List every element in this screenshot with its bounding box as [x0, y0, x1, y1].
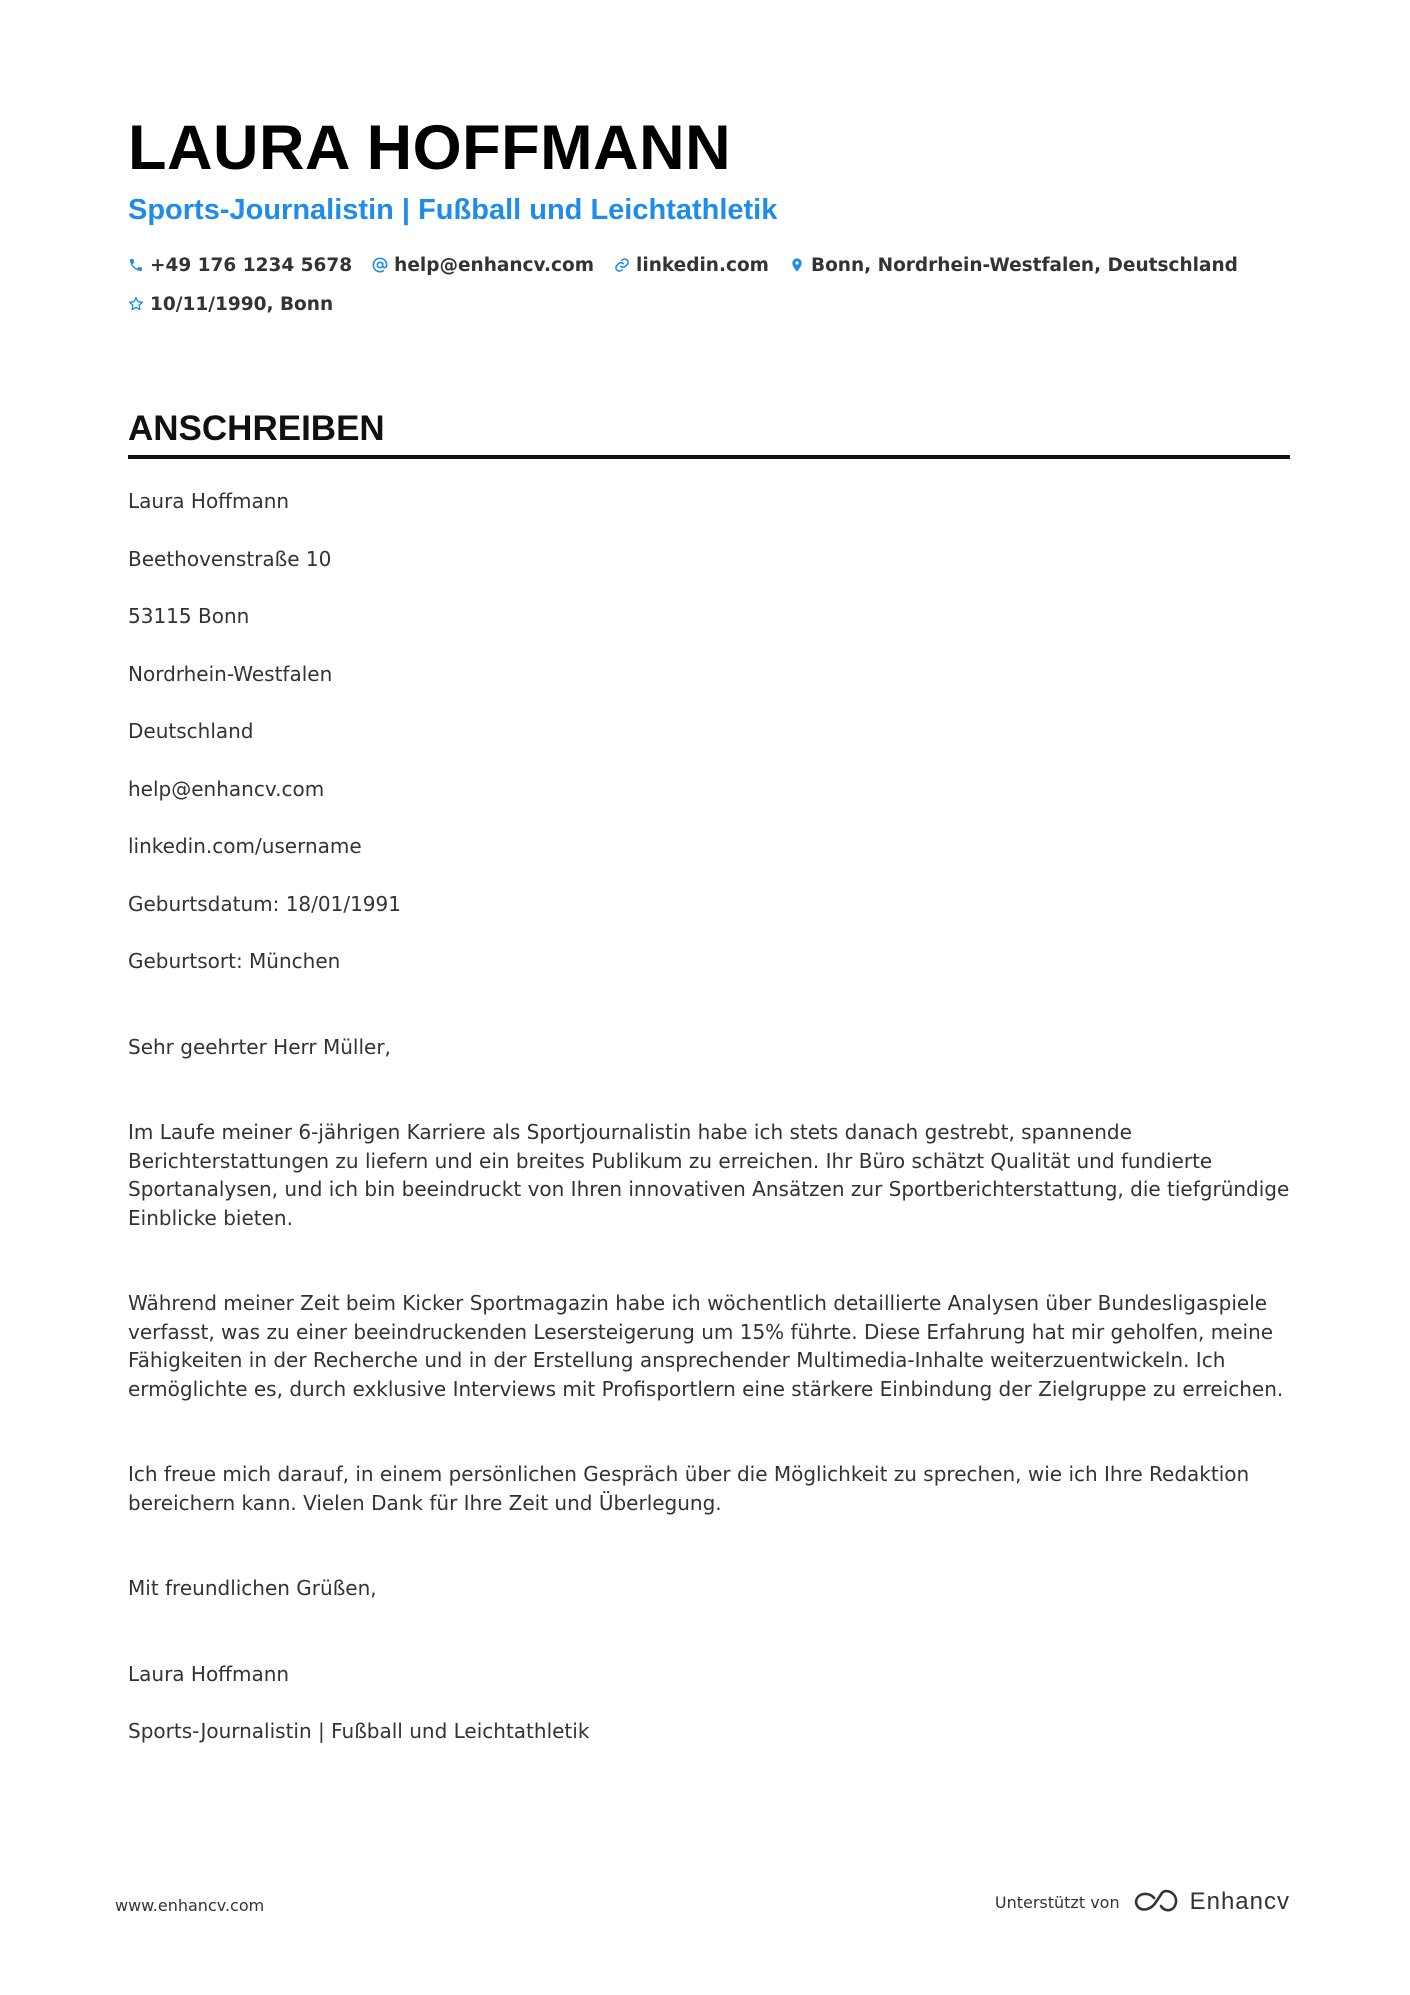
email-text: help@enhancv.com [394, 254, 595, 276]
contact-linkedin[interactable] [614, 255, 769, 276]
birth-text: 10/11/1990, Bonn [150, 293, 334, 315]
section-divider [128, 455, 1290, 459]
link-icon [614, 257, 630, 273]
location-pin-icon [789, 257, 805, 273]
address-line: help@enhancv.com [128, 776, 325, 801]
candidate-name: LAURA HOFFMANN [128, 113, 732, 183]
powered-by-text: Unterstützt von [994, 1892, 1120, 1912]
paragraph: Im Laufe meiner 6-jährigen Karriere als Sportjournalistin habe ich stets danach gestrebt, spannende Berichterstattungen zu liefern und ein breites Publikum zu erreichen. Ihr Büro schätzt Qualität und fundierte Sportanalysen, und ich bin beeindruckt von Ihren innovativen Ansätzen zur Sportberichterstattung, die tiefgründige Einblicke bieten. [128, 1120, 1290, 1230]
address-line: Geburtsdatum: 18/01/1991 [128, 891, 401, 916]
at-icon [372, 257, 388, 273]
contact-phone [128, 255, 352, 276]
paragraph: Während meiner Zeit beim Kicker Sportmagazin habe ich wöchentlich detaillierte Analysen über Bundesligaspiele verfasst, was zu einer beeindruckenden Lesersteigerung um 15% führte. Diese Erfahrung hat mir geholfen, meine Fähigkeiten in der Recherche und in der Erstellung ansprechender Multimedia-Inhalte weiterzuentwickeln. Ich ermöglichte es, durch exklusive Interviews mit Profisportlern eine stärkere Einbindung der Zielgruppe zu erreichen. [128, 1291, 1284, 1401]
address-line: Laura Hoffmann [128, 489, 290, 513]
contact-birth [128, 294, 333, 315]
infinity-logo-icon [1132, 1889, 1180, 1915]
contact-row [128, 252, 1290, 278]
cover-letter-page [128, 110, 1290, 1746]
signature-title: Sports-Journalistin | Fußball und Leichtathletik [128, 1719, 590, 1743]
phone-text: +49 176 1234 5678 [150, 254, 353, 276]
contact-email[interactable] [372, 255, 594, 276]
paragraph: Ich freue mich darauf, in einem persönlichen Gespräch über die Möglichkeit zu sprechen, wie ich Ihre Redaktion bereichern kann. Vielen Dank für Ihre Zeit und Überlegung. [128, 1462, 1250, 1515]
footer-branding [995, 1888, 1290, 1916]
contact-info [128, 252, 1290, 317]
linkedin-text: linkedin.com [636, 254, 769, 276]
signature-name: Laura Hoffmann [128, 1661, 290, 1686]
contact-row [128, 291, 1290, 317]
star-icon [128, 296, 144, 312]
salutation: Sehr geehrter Herr Müller, [128, 1034, 391, 1059]
address-line: 53115 Bonn [128, 604, 250, 628]
address-line: Deutschland [128, 719, 254, 743]
brand-name: Enhancv [1189, 1888, 1290, 1915]
section-title: ANSCHREIBEN [128, 409, 385, 448]
letter-body [128, 487, 1290, 1746]
address-line: Geburtsort: München [128, 949, 341, 973]
address-line: linkedin.com/username [128, 834, 362, 858]
phone-icon [128, 257, 144, 273]
contact-location [789, 255, 1238, 276]
address-line: Nordrhein-Westfalen [128, 661, 333, 686]
closing: Mit freundlichen Grüßen, [128, 1576, 377, 1600]
address-line: Beethovenstraße 10 [128, 546, 332, 571]
location-text: Bonn, Nordrhein-Westfalen, Deutschland [810, 254, 1238, 276]
footer-website[interactable]: www.enhancv.com [115, 1896, 265, 1915]
sender-address [128, 487, 1290, 976]
candidate-title: Sports-Journalistin | Fußball und Leichtathletik [128, 194, 778, 226]
